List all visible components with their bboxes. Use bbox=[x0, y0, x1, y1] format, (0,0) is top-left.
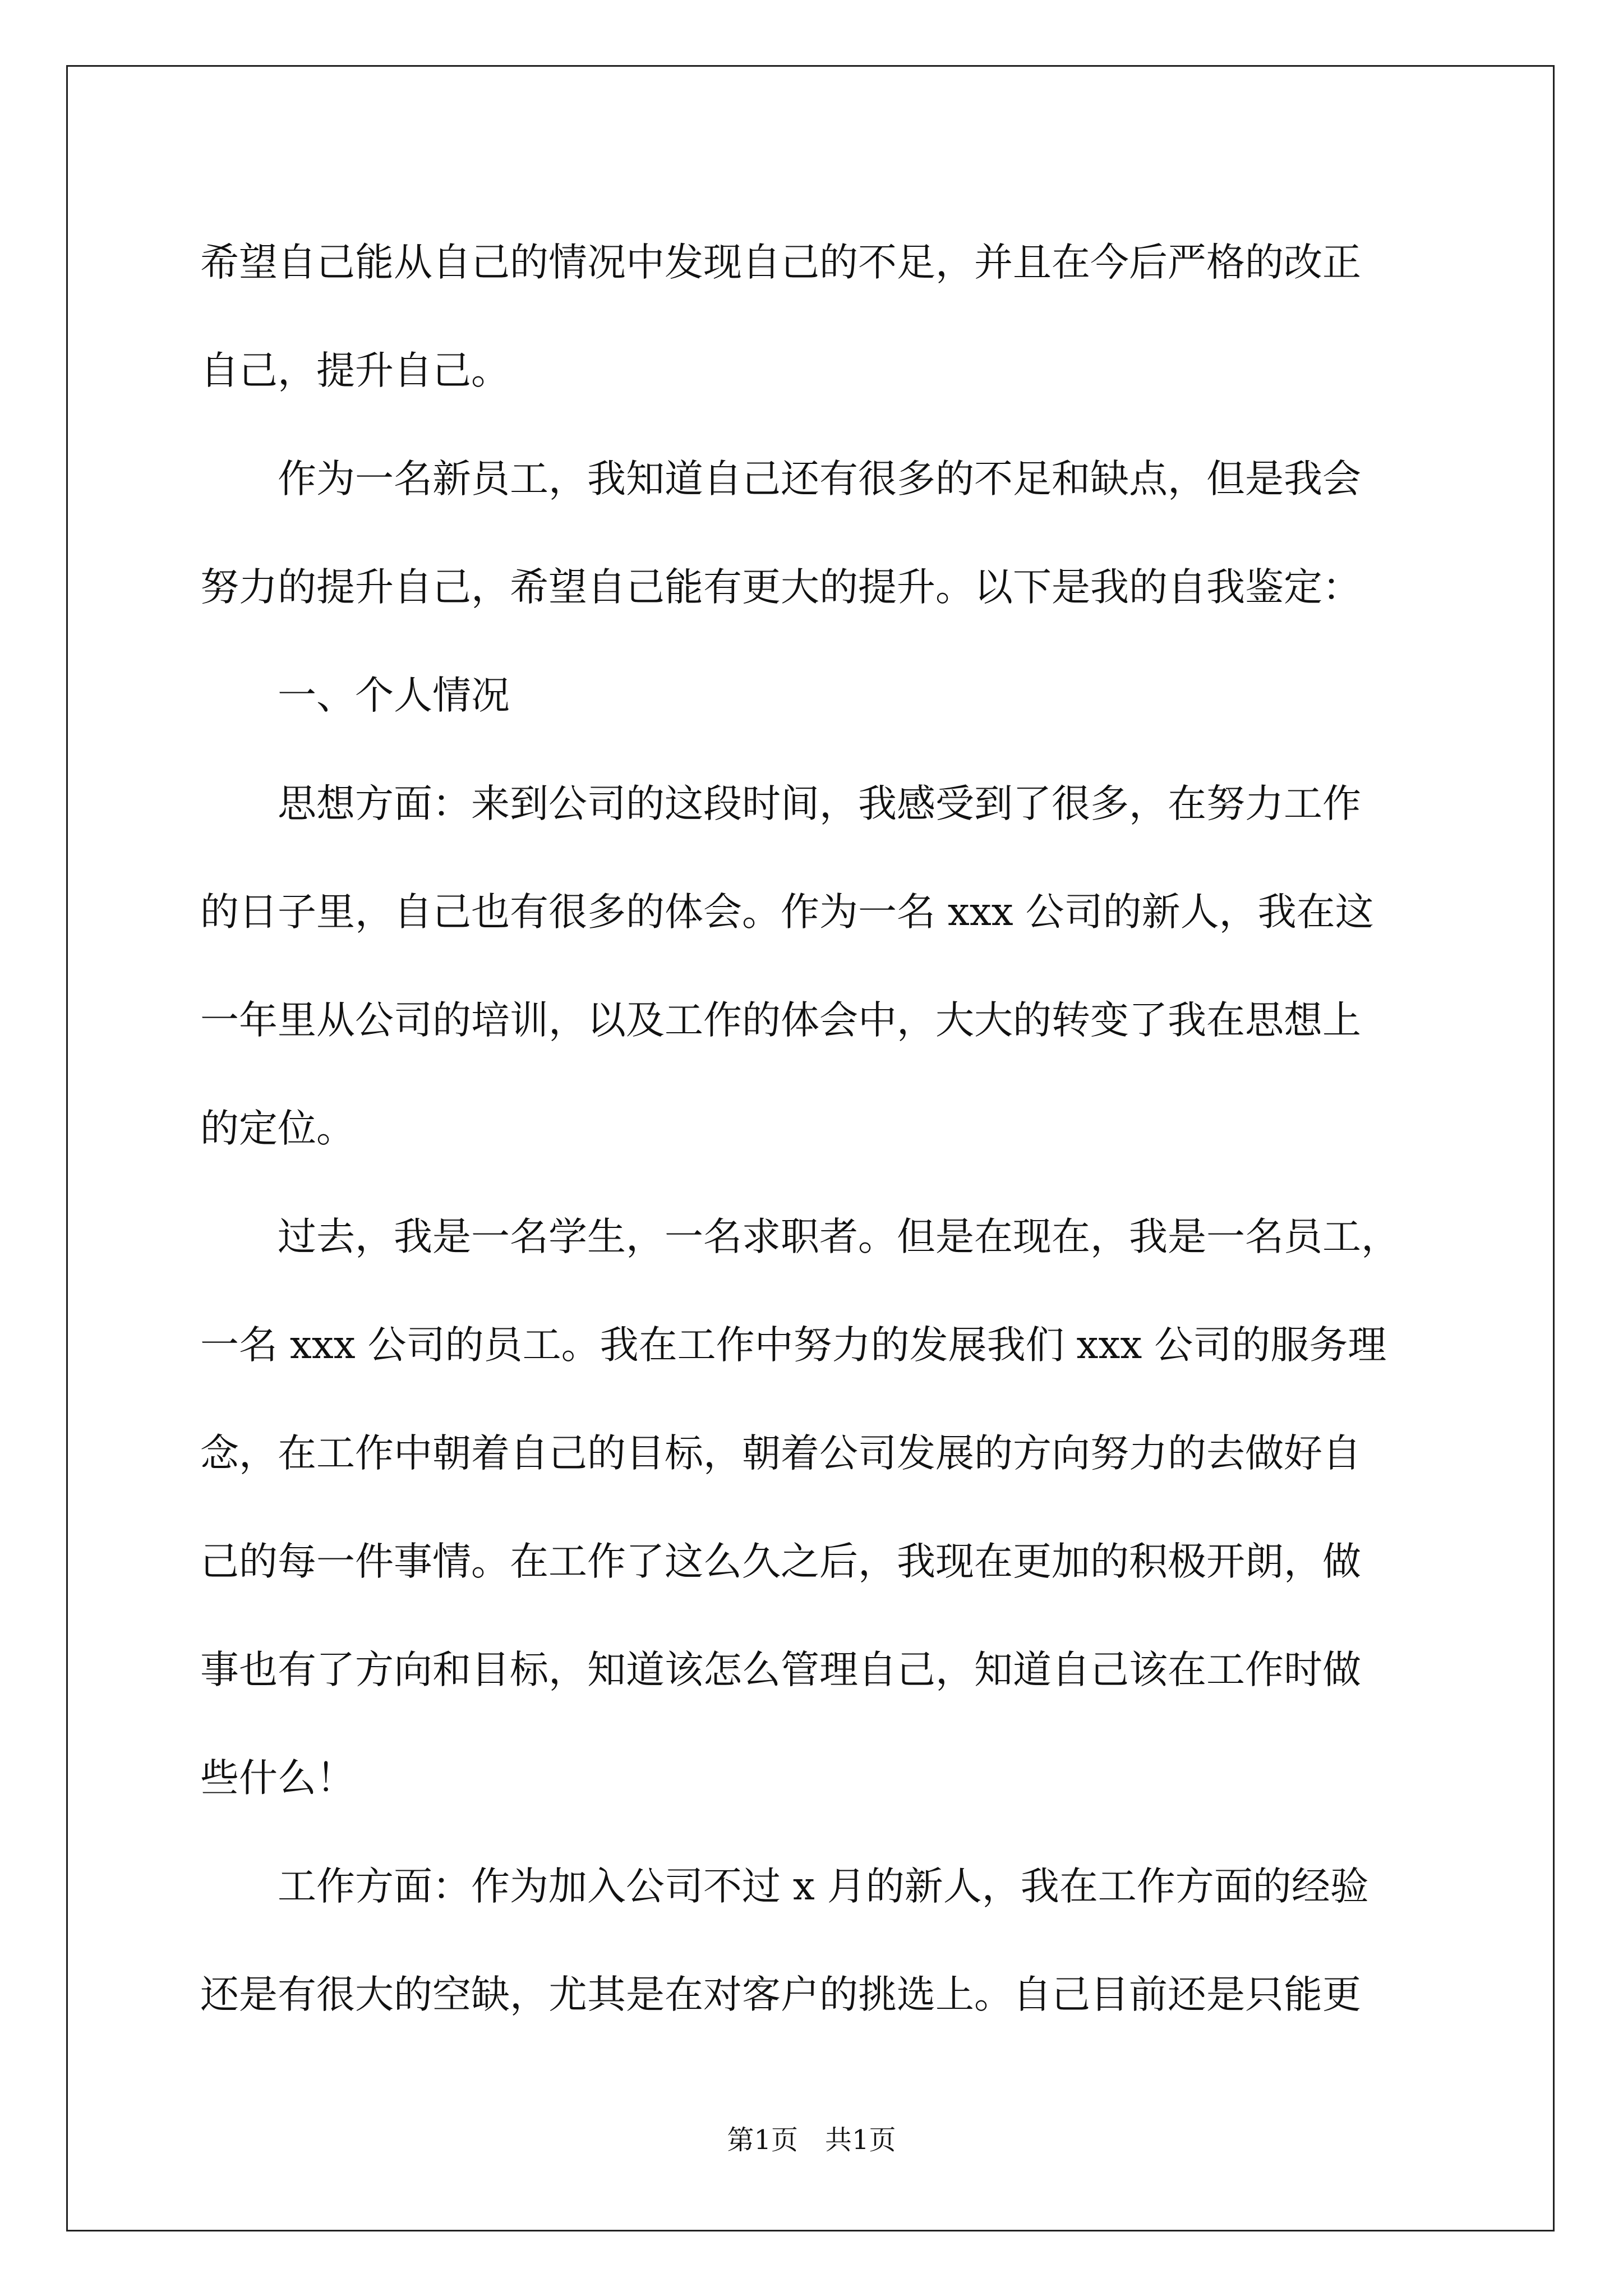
text-line: 自己，提升自己。 bbox=[200, 348, 510, 393]
page-number: 第1页 bbox=[727, 2124, 798, 2156]
text-line: 工作方面：作为加入公司不过 x 月的新人，我在工作方面的经验 bbox=[200, 1864, 1369, 1909]
text-line: 事也有了方向和目标，知道该怎么管理自己，知道自己该在工作时做 bbox=[200, 1648, 1361, 1692]
text-line: 一年里从公司的培训，以及工作的体会中，大大的转变了我在思想上 bbox=[200, 998, 1361, 1043]
text-line: 思想方面：来到公司的这段时间，我感受到了很多，在努力工作 bbox=[200, 781, 1361, 826]
text-line: 努力的提升自己，希望自己能有更大的提升。以下是我的自我鉴定： bbox=[200, 565, 1361, 610]
text-line: 的定位。 bbox=[200, 1106, 355, 1151]
section-heading: 一、个人情况 bbox=[200, 673, 510, 718]
document-body bbox=[200, 209, 1451, 2049]
text-line: 作为一名新员工，我知道自己还有很多的不足和缺点，但是我会 bbox=[200, 457, 1361, 501]
text-line: 的日子里，自己也有很多的体会。作为一名 xxx 公司的新人，我在这 bbox=[200, 890, 1374, 935]
text-line: 念，在工作中朝着自己的目标，朝着公司发展的方向努力的去做好自 bbox=[200, 1431, 1361, 1476]
text-line: 一名 xxx 公司的员工。我在工作中努力的发展我们 xxx 公司的服务理 bbox=[200, 1323, 1387, 1368]
text-line: 些什么！ bbox=[200, 1756, 355, 1801]
text-line: 过去，我是一名学生，一名求职者。但是在现在，我是一名员工， bbox=[200, 1214, 1400, 1259]
page-footer bbox=[0, 2118, 1623, 2157]
text-line: 还是有很大的空缺，尤其是在对客户的挑选上。自己目前还是只能更 bbox=[200, 1972, 1361, 2017]
text-line: 己的每一件事情。在工作了这么久之后，我现在更加的积极开朗，做 bbox=[200, 1539, 1361, 1584]
page-total: 共1页 bbox=[825, 2124, 896, 2156]
text-line: 希望自己能从自己的情况中发现自己的不足，并且在今后严格的改正 bbox=[200, 240, 1361, 285]
